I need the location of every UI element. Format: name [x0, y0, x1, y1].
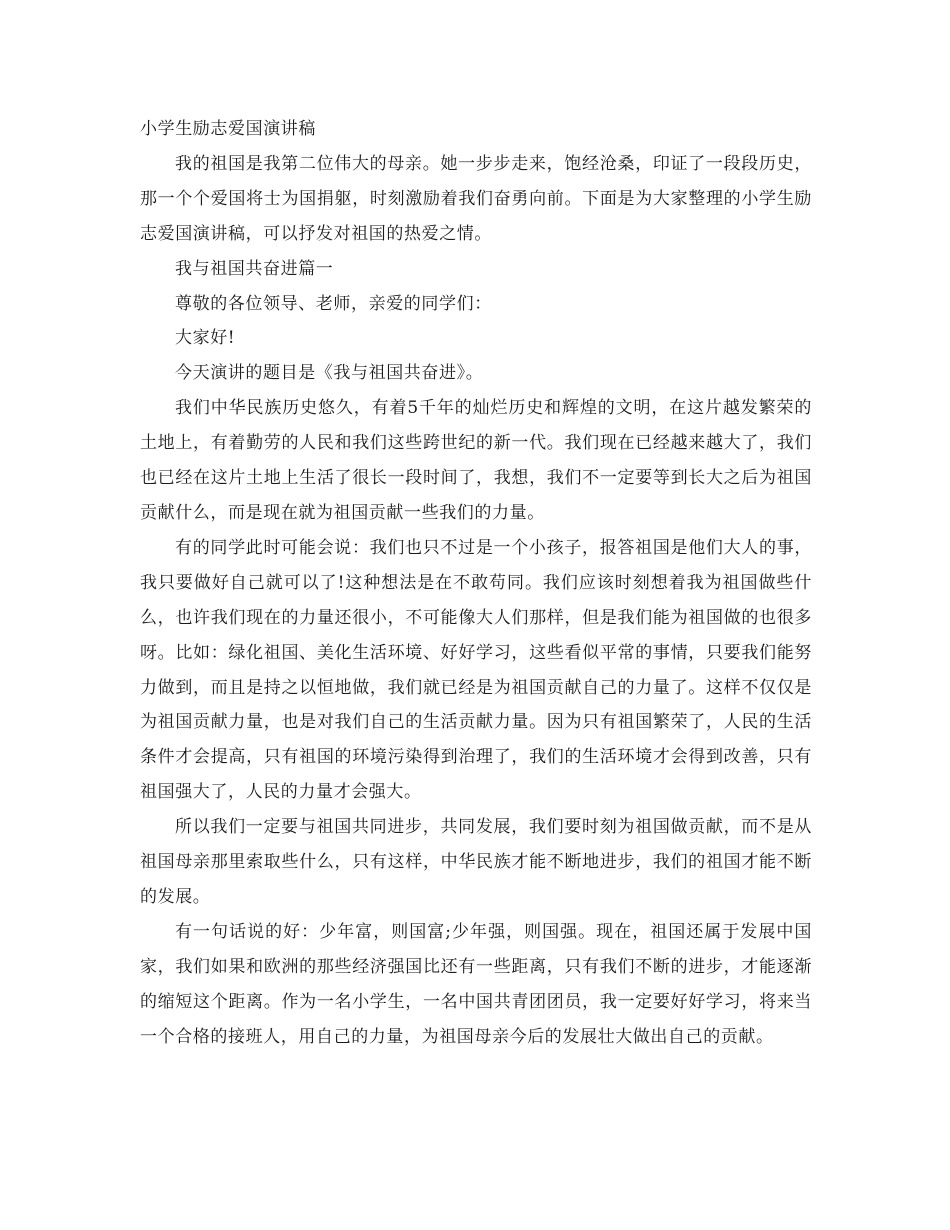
body-paragraph: 有的同学此时可能会说：我们也只不过是一个小孩子，报答祖国是他们大人的事，我只要做好自己就可以了!这种想法是在不敢苟同。我们应该时刻想着我为祖国做些什么，也许我们现在的力量还很小，不可能像大人们那样，但是我们能为祖国做的也很多呀。比如：绿化祖国、美化生活环境、好好学习，这些看似平常的事情，只要我们能努力做到，而且是持之以恒地做，我们就已经是为祖国贡献自己的力量了。这样不仅仅是为祖国贡献力量，也是对我们自己的生活贡献力量。因为只有祖国繁荣了，人民的生活条件才会提高，只有祖国的环境污染得到治理了，我们的生活环境才会得到改善，只有祖国强大了，人民的力量才会强大。 [140, 537, 812, 803]
greeting: 大家好! [175, 328, 236, 349]
body-paragraph: 有一句话说的好：少年富，则国富;少年强，则国强。现在，祖国还属于发展中国家，我们如果和欧洲的那些经济强国比还有一些距离，只有我们不断的进步，才能逐渐的缩短这个距离。作为一名小学生，一名中国共青团团员，我一定要好好学习，将来当一个合格的接班人，用自己的力量，为祖国母亲今后的发展壮大做出自己的贡献。 [140, 921, 812, 1047]
body-paragraph: 我们中华民族历史悠久，有着5千年的灿烂历史和辉煌的文明，在这片越发繁荣的土地上，有着勤劳的人民和我们这些跨世纪的新一代。我们现在已经越来越大了，我们也已经在这片土地上生活了很长一段时间了，我想，我们不一定要等到长大之后为祖国贡献什么，而是现在就为祖国贡献一些我们的力量。 [140, 398, 812, 523]
intro-paragraph: 我的祖国是我第二位伟大的母亲。她一步步走来，饱经沧桑，印证了一段段历史，那一个个爱国将士为国捐躯，时刻激励着我们奋勇向前。下面是为大家整理的小学生励志爱国演讲稿，可以抒发对祖国的热爱之情。 [140, 153, 812, 244]
document-title: 小学生励志爱国演讲稿 [140, 119, 316, 139]
salutation: 尊敬的各位领导、老师，亲爱的同学们： [175, 293, 492, 314]
section-heading: 我与祖国共奋进篇一 [175, 258, 334, 279]
speech-topic: 今天演讲的题目是《我与祖国共奋进》。 [175, 363, 484, 384]
document-page [140, 112, 812, 1054]
body-paragraph: 所以我们一定要与祖国共同进步，共同发展，我们要时刻为祖国做贡献，而不是从祖国母亲那里索取些什么，只有这样，中华民族才能不断地进步，我们的祖国才能不断的发展。 [140, 817, 812, 907]
